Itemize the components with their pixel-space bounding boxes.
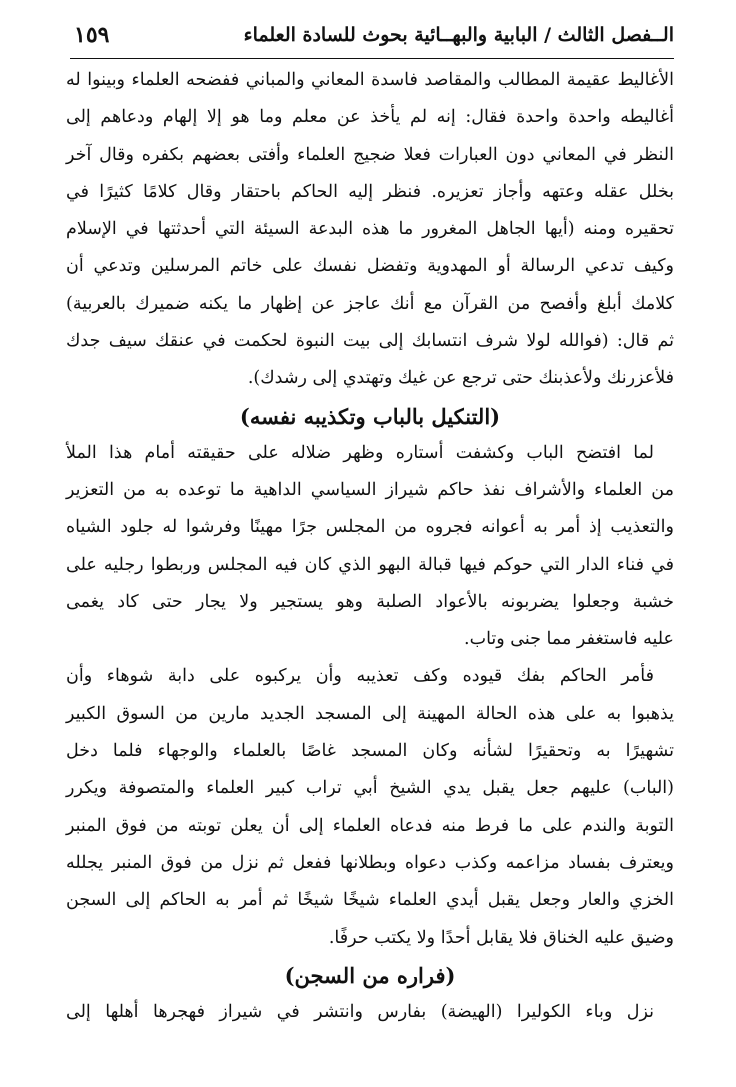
text-line: التوبة والندم على ما فرط منه فدعاه العلماء إلى أن يعلن توبته من فوق المنبر (66, 815, 674, 836)
paragraph-start-line: فأمر الحاكم بفك قيوده وكف تعذيبه وأن يركبوه على دابة شوهاء وأن (66, 666, 654, 687)
paragraph-end-line: وضيق عليه الخناق فلا يقابل أحدًا ولا يكتب حرفًا. (328, 927, 674, 948)
section-heading: (التنكيل بالباب وتكذيبه نفسه) (239, 403, 501, 429)
chapter-title: الــفصل الثالث / البابية والبهــائية بحوث للسادة العلماء (243, 24, 674, 46)
paragraph-start-line: لما افتضح الباب وكشفت أستاره وظهر ضلاله على حقيقته أمام هذا الملأ (66, 442, 654, 463)
text-line: تشهيرًا به وتحقيرًا لشأنه وكان المسجد غاصًا بالعلماء والوجهاء فلما دخل (66, 741, 674, 762)
text-line: الأغاليط عقيمة المطالب والمقاصد فاسدة المعاني والمباني ففضحه العلماء وبينوا له (66, 70, 674, 90)
text-line: خشبة وجعلوا يضربونه بالأعواد الصلبة وهو يستجير ولا يجار حتى كاد يغمى (66, 591, 674, 612)
section-heading: (فراره من السجن) (284, 962, 456, 988)
text-line: تحقيره ومنه (أيها الجاهل المغرور ما هذه البدعة السيئة التي أحدثتها في الإسلام (66, 219, 674, 240)
text-line: كلامك أبلغ وأفصح من القرآن مع أنك عاجز عن إظهار ما يكنه ضميرك بالعربية) (66, 293, 674, 314)
text-line: أغاليطه واحدة واحدة فقال: إنه لم يأخذ عن معلم وما هو إلا إلهام ودعاهم إلى (66, 107, 674, 128)
text-line: ويعترف بفساد مزاعمه وكذب دعواه وبطلانها ففعل ثم نزل من فوق المنبر يجلله (66, 852, 674, 873)
paragraph-end-line: فلأعزرنك ولأعذبنك حتى ترجع عن غيك وتهتدي إلى رشدك). (247, 368, 674, 389)
text-line: الخزي والعار وجعل يقبل أيدي العلماء شيخًا شيخًا ثم أمر به الحاكم إلى السجن (66, 890, 674, 911)
running-header (70, 14, 674, 59)
paragraph-start-line: نزل وباء الكوليرا (الهيضة) بفارس وانتشر في شيراز فهجرها أهلها إلى (66, 1001, 654, 1022)
text-line: النظر في المعاني دون العبارات فعلا ضجيج العلماء وأفتى بعضهم بكفره وقال آخر (66, 144, 674, 165)
text-line: ثم قال: (فوالله لولا شرف انتسابك إلى بيت النبوة لحكمت في عنقك سيف جدك (66, 331, 674, 352)
text-line: (الباب) عليهم جعل يقبل يدي الشيخ أبي تراب كبير العلماء والمتصوفة ويكرر (66, 778, 674, 799)
text-line: بخلل عقله وعتهه وأجاز تعزيره. فنظر إليه الحاكم باحتقار وقال كلامًا كثيرًا في (66, 181, 674, 202)
page-number: ١٥٩ (74, 22, 110, 48)
paragraph-end-line: عليه فاستغفر مما جنى وتاب. (464, 629, 674, 650)
text-line: يذهبوا به على هذه الحالة المهينة إلى المسجد الجديد مارين من السوق الكبير (66, 703, 674, 724)
text-line: من العلماء والأشراف نفذ حاكم شيراز السياسي الداهية ما توعده به من التعزير (66, 479, 674, 500)
body-text (66, 62, 674, 1031)
text-line: في فناء الدار التي حوكم فيها قبالة البهو الذي كان فيه المجلس وربطوا رجليه على (66, 554, 674, 575)
text-line: وكيف تدعي الرسالة أو المهدوية وتفضل نفسك على خاتم المرسلين وتدعي أن (66, 256, 674, 277)
text-line: والتعذيب إذ أمر به أعوانه فجروه من المجلس جرًا مهينًا وفرشوا له جلود الشياه (66, 517, 674, 538)
